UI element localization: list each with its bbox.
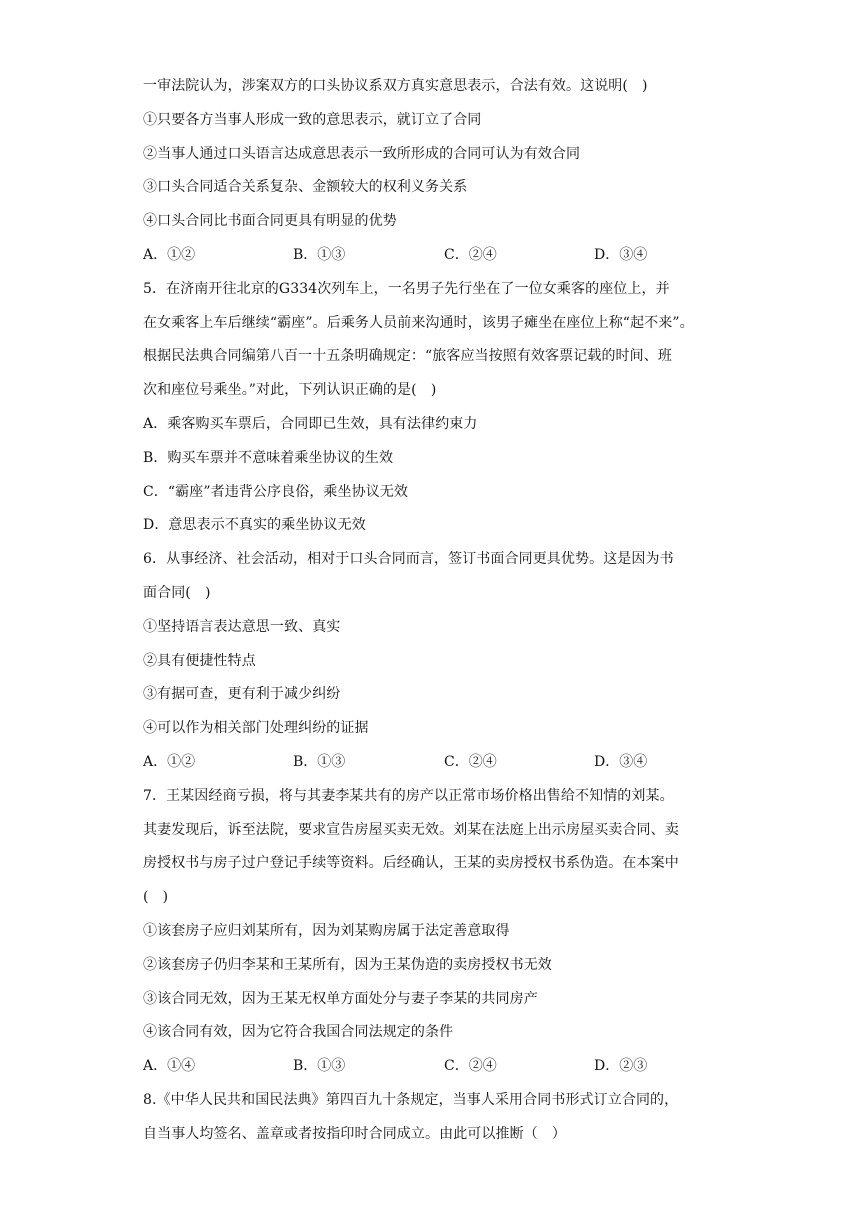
q5-option-a: A．乘客购买车票后，合同即已生效，具有法律约束力: [143, 415, 478, 432]
q6-stem-line-2: 面合同( ): [143, 584, 211, 601]
q7-stem-line-1: 7．王某因经商亏损，将与其妻李某共有的房产以正常市场价格出售给不知情的刘某。: [143, 787, 674, 804]
q4-option-a: A．①②: [143, 246, 196, 263]
q7-option-d: D．②③: [594, 1058, 648, 1075]
q4-item-1: ①只要各方当事人形成一致的意思表示，就订立了合同: [143, 111, 482, 128]
q4-option-d: D．③④: [594, 246, 648, 263]
q5-option-d: D．意思表示不真实的乘坐协议无效: [143, 517, 366, 534]
q6-item-3: ③有据可查，更有利于减少纠纷: [143, 686, 341, 703]
q5-stem-line-4: 次和座位号乘坐。”对此，下列认识正确的是( ): [143, 382, 437, 399]
q7-stem-line-3: 房授权书与房子过户登记手续等资料。后经确认，王某的卖房授权书系伪造。在本案中: [143, 855, 679, 872]
q6-option-d: D．③④: [594, 753, 648, 770]
q8-stem-line-2: 自当事人均签名、盖章或者按指印时合同成立。由此可以推断（ ）: [143, 1125, 566, 1142]
q5-option-b: B．购买车票并不意味着乘坐协议的生效: [143, 449, 394, 466]
q4-item-2: ②当事人通过口头语言达成意思表示一致所形成的合同可认为有效合同: [143, 145, 581, 162]
q7-item-1: ①该套房子应归刘某所有，因为刘某购房属于法定善意取得: [143, 922, 510, 939]
q6-item-2: ②具有便捷性特点: [143, 652, 256, 669]
q6-item-4: ④可以作为相关部门处理纠纷的证据: [143, 720, 369, 737]
q7-item-3: ③该合同无效，因为王某无权单方面处分与妻子李某的共同房产: [143, 990, 538, 1007]
q5-option-c: C．“霸座”者违背公序良俗，乘坐协议无效: [143, 483, 409, 500]
q7-option-b: B．①③: [293, 1058, 346, 1075]
q8-stem-line-1: 8.《中华人民共和国民法典》第四百九十条规定，当事人采用合同书形式订立合同的，: [143, 1091, 679, 1108]
q6-option-b: B．①③: [293, 753, 346, 770]
q4-item-3: ③口头合同适合关系复杂、金额较大的权利义务关系: [143, 179, 468, 196]
q7-stem-line-2: 其妻发现后，诉至法院，要求宣告房屋买卖无效。刘某在法庭上出示房屋买卖合同、卖: [143, 821, 679, 838]
q6-options: [143, 746, 723, 780]
q6-option-c: C．②④: [444, 753, 497, 770]
q4-option-c: C．②④: [444, 246, 497, 263]
q4-option-b: B．①③: [293, 246, 346, 263]
q7-stem-line-4: ( ): [143, 889, 169, 906]
q5-stem-line-2: 在女乘客上车后继续“霸座”。后乘务人员前来沟通时，该男子瘫坐在座位上称“起不来”。: [143, 314, 694, 331]
q6-option-a: A．①②: [143, 753, 196, 770]
q7-options: [143, 1050, 723, 1084]
q4-item-4: ④口头合同比书面合同更具有明显的优势: [143, 213, 397, 230]
question-content: [143, 70, 723, 1152]
q5-stem-line-1: 5．在济南开往北京的G334次列车上，一名男子先行坐在了一位女乘客的座位上，并: [143, 280, 670, 297]
q7-option-a: A．①④: [143, 1058, 196, 1075]
q7-item-4: ④该合同有效，因为它符合我国合同法规定的条件: [143, 1024, 454, 1041]
q5-stem-line-3: 根据民法典合同编第八百一十五条明确规定：“旅客应当按照有效客票记载的时间、班: [143, 348, 672, 365]
q4-stem: 一审法院认为，涉案双方的口头协议系双方真实意思表示，合法有效。这说明( ): [143, 78, 648, 94]
q7-item-2: ②该套房子仍归李某和王某所有，因为王某伪造的卖房授权书无效: [143, 956, 552, 973]
q6-item-1: ①坚持语言表达意思一致、真实: [143, 618, 341, 635]
q7-option-c: C．②④: [444, 1058, 497, 1075]
q6-stem-line-1: 6．从事经济、社会活动，相对于口头合同而言，签订书面合同更具优势。这是因为书: [143, 551, 674, 568]
q4-options: [143, 239, 723, 273]
